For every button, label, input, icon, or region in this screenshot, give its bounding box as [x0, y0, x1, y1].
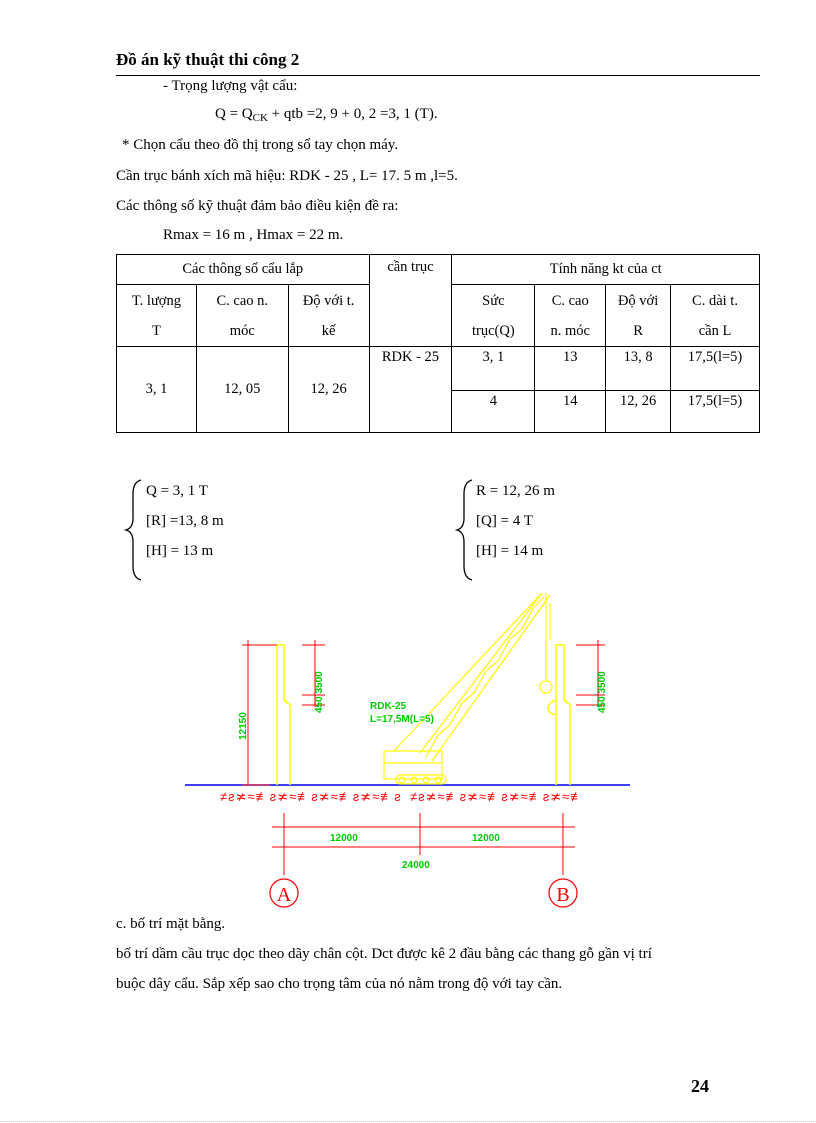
group-left-header: Các thông số cẩu lắp: [117, 255, 370, 285]
table-cell-l1: 17,5(l=5): [671, 347, 760, 391]
cond-left-3: [H] = 13 m: [146, 543, 214, 559]
col-radius-header: Độ với R: [606, 285, 671, 347]
formula-subscript: CK: [252, 112, 268, 124]
page-bottom-border: [0, 1121, 816, 1122]
dim-total-label: 24000: [402, 860, 430, 871]
cond-left-1: Q = 3, 1 T: [146, 483, 208, 499]
crane-name-cell: RDK - 25: [369, 347, 452, 433]
cond-left-2: [R] =13, 8 m: [146, 513, 224, 529]
col-hook-header: C. cao n. móc: [535, 285, 606, 347]
choose-crane-line: * Chọn cẩu theo đồ thị trong sổ tay chọn máy.: [122, 137, 399, 153]
dim-span-1-label: 12000: [330, 833, 358, 844]
crane-code-line: Cần trục bánh xích mã hiệu: RDK - 25 , L= 17. 5 m ,l=5.: [116, 168, 458, 184]
crane-spec-table: [116, 254, 760, 433]
left-column: [277, 645, 290, 785]
axis-b-label: B: [556, 884, 570, 906]
page-header-title: Đồ án kỹ thuật thi công 2: [116, 50, 300, 69]
group-mid-header: cần trục: [369, 255, 452, 347]
page-number: 24: [691, 1076, 709, 1096]
cond-right-1: R = 12, 26 m: [476, 483, 555, 499]
weight-label: - Trọng lượng vật cẩu:: [163, 78, 298, 94]
formula-pre: Q = Q: [215, 106, 253, 122]
dim-span-2-label: 12000: [472, 833, 500, 844]
group-right-header: Tính năng kt của ct: [452, 255, 760, 285]
col-weight-header: T. lượng T: [117, 285, 197, 347]
params-line: Các thông số kỹ thuật đảm bảo điều kiện đề ra:: [116, 198, 399, 214]
ground-hatch-right: ≠ƨ≭≈≢ƨ≭≈≢ƨ≭≈≢ƨ≭≈≢: [410, 789, 585, 804]
col-boom-header: C. dài t. cần L: [671, 285, 760, 347]
left-brace-icon: [124, 478, 144, 582]
axis-a-label: A: [276, 884, 292, 906]
crane-label-model: RDK-25: [370, 701, 407, 712]
dim-top-left-label: 450 3500: [314, 671, 325, 713]
layout-paragraph-line-1: bố trí dầm cầu trục dọc theo dãy chân cột. Dct được kê 2 đầu bằng các thang gỗ gần vị trí: [116, 946, 652, 962]
req-weight-cell: 3, 1: [117, 347, 197, 433]
table-cell-q1: 3, 1: [452, 347, 535, 391]
cond-right-2: [Q] = 4 T: [476, 513, 533, 529]
table-cell-r1: 13, 8: [606, 347, 671, 391]
right-brace-icon: [455, 478, 475, 582]
layout-paragraph-line-2: buộc dây cẩu. Sắp xếp sao cho trọng tâm của nó nằm trong độ với tay cần.: [116, 976, 563, 992]
header-divider: [116, 75, 760, 76]
crawler-crane: [384, 593, 552, 784]
cond-right-3: [H] = 14 m: [476, 543, 544, 559]
layout-section-heading: c. bố trí mặt bằng.: [116, 916, 226, 932]
table-cell-h2: 14: [535, 391, 606, 433]
crane-label-boom: L=17,5M(L=5): [370, 714, 434, 725]
req-height-cell: 12, 05: [196, 347, 288, 433]
table-cell-h1: 13: [535, 347, 606, 391]
col-height-header: C. cao n. móc: [196, 285, 288, 347]
dim-height-label: 12150: [238, 712, 249, 740]
table-cell-r2: 12, 26: [606, 391, 671, 433]
ground-hatch-left: ≠ƨ≭≈≢ƨ≭≈≢ƨ≭≈≢ƨ≭≈≢ƨ: [220, 789, 402, 804]
table-cell-q2: 4: [452, 391, 535, 433]
crane-layout-drawing: [180, 585, 650, 910]
req-reach-cell: 12, 26: [288, 347, 369, 433]
table-cell-l2: 17,5(l=5): [671, 391, 760, 433]
formula-post: + qtb =2, 9 + 0, 2 =3, 1 (T).: [267, 106, 438, 122]
col-reach-header: Độ với t. kế: [288, 285, 369, 347]
dim-top-right-label: 450 3500: [597, 671, 608, 713]
weight-formula: [215, 106, 438, 124]
right-column: [548, 645, 570, 785]
rmax-hmax-line: Rmax = 16 m , Hmax = 22 m.: [163, 227, 344, 243]
col-capacity-header: Sức trục(Q): [452, 285, 535, 347]
